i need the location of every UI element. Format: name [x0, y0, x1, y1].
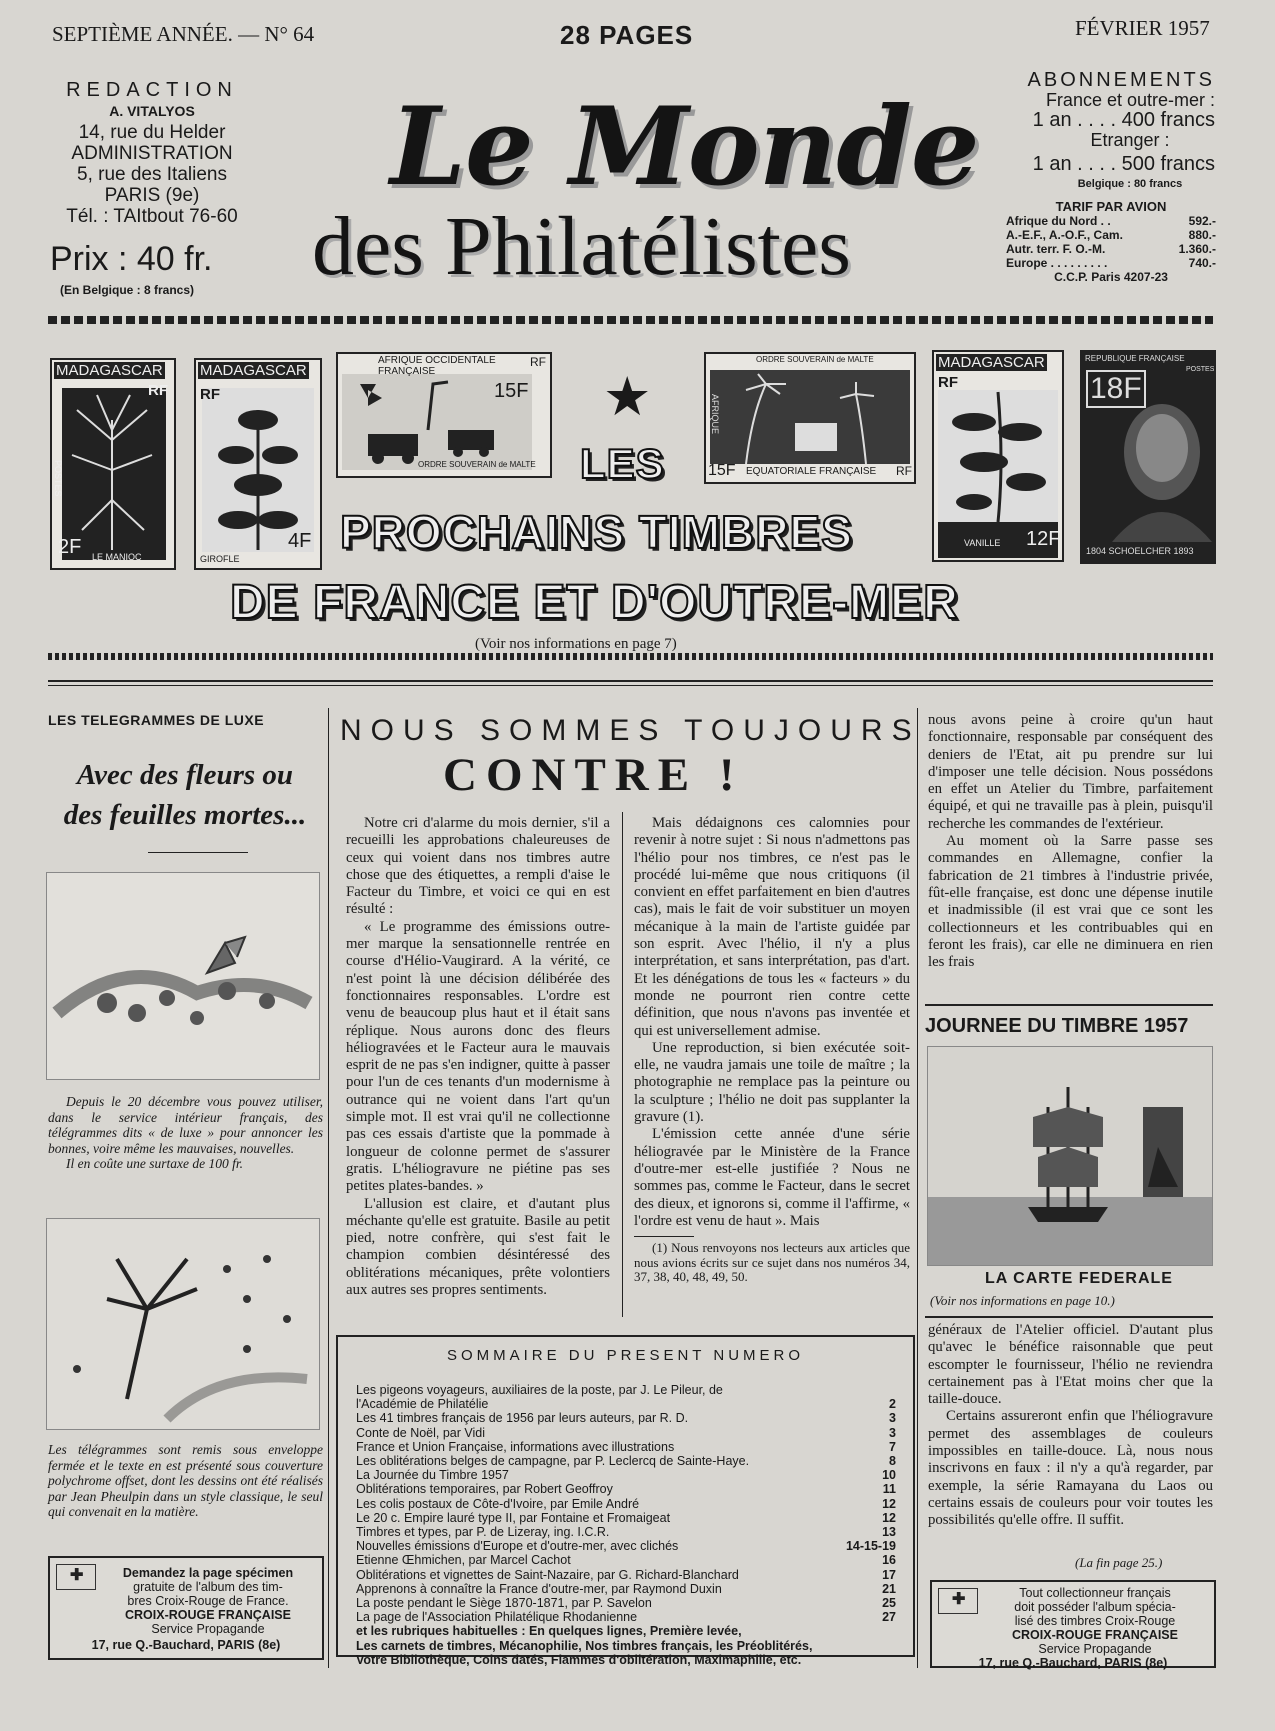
ad-line: Service Propagande	[1038, 1642, 1152, 1656]
summary-row	[356, 1639, 896, 1653]
ad-address: 17, rue Q.-Bauchard, PARIS (8e)	[978, 1656, 1168, 1670]
summary-row	[356, 1426, 896, 1440]
article-column-2	[634, 815, 910, 1285]
federal-card-image	[927, 1046, 1213, 1266]
left-kicker: LES TELEGRAMMES DE LUXE	[48, 712, 265, 728]
postal-account: C.C.P. Paris 4207-23	[1054, 270, 1168, 284]
summary-page: 25	[882, 1596, 896, 1611]
column-divider	[622, 812, 623, 1317]
foreign-label: Etranger :	[1090, 130, 1170, 150]
summary-entry: Les oblitérations belges de campagne, par P. Leclercq de Sainte-Haye.	[356, 1454, 750, 1469]
telegram-caption: Les télégrammes sont remis sous enveloppe fermée et le texte en est présenté sous couverture polychrome offset, dont les dessins ont été réalisés par Jean Pheulpin dans un style classique, le seul qui convenait en la matière.	[48, 1442, 323, 1520]
red-cross-ad-left	[48, 1556, 324, 1660]
article-column-3	[928, 712, 1213, 971]
summary-row	[356, 1610, 896, 1624]
summary-entry: Oblitérations temporaires, par Robert Geoffroy	[356, 1482, 613, 1497]
summary-page: 11	[882, 1482, 896, 1497]
summary-page: 27	[882, 1610, 896, 1625]
masthead-subtitle: des Philatélistes	[312, 200, 851, 293]
summary-row	[356, 1568, 896, 1582]
summary-row	[356, 1653, 896, 1667]
summary-entry: Les 41 timbres français de 1956 par leurs auteurs, par R. D.	[356, 1411, 689, 1426]
summary-entry: La poste pendant le Siège 1870-1871, par P. Savelon	[356, 1596, 652, 1611]
left-headline	[45, 755, 325, 835]
belgium-subscription: Belgique : 80 francs	[1077, 178, 1183, 190]
summary-page: 12	[882, 1496, 896, 1511]
stamp-manioc	[50, 358, 176, 570]
summary-row	[356, 1624, 896, 1638]
summary-page: 10	[882, 1468, 896, 1483]
ad-line: Demandez la page spécimen	[122, 1566, 294, 1580]
red-cross-flag-icon: ✚	[938, 1588, 978, 1614]
summary-page	[892, 1624, 896, 1638]
ad-line: doit posséder l'album spécia-	[1014, 1600, 1176, 1614]
stamp-value: 4F	[288, 530, 312, 552]
stamp-aof-malte	[336, 352, 552, 478]
stamp-name: GIROFLE	[200, 554, 240, 564]
summary-page	[892, 1639, 896, 1653]
summary-row	[356, 1539, 896, 1553]
stamp-value: 15F	[494, 380, 529, 402]
headline-rule	[148, 852, 248, 853]
summary-page	[892, 1653, 896, 1667]
summary-entry: Oblitérations et vignettes de Saint-Nazaire, par G. Richard-Blanchard	[356, 1567, 739, 1582]
ad-line: CROIX-ROUGE FRANÇAISE	[1012, 1628, 1178, 1642]
stamp-country: MADAGASCAR	[200, 362, 307, 379]
section-rule	[925, 1004, 1213, 1006]
footnote-rule	[634, 1236, 694, 1237]
air-rate-row: Europe . . . . . . . . . 740.-	[1006, 256, 1216, 270]
summary-row	[356, 1454, 896, 1468]
summary-box	[336, 1335, 915, 1667]
star-icon: ★	[603, 367, 652, 427]
paragraph: Au moment où la Sarre passe ses commandes en Allemagne, confier la fabrication de 21 timbres à l'industrie privée, fût-elle française, est donc une dépense inutile et inadmissible (il est vrai que ce sont les collectionneurs et les contribuables qui en feront les frais), car elle ne diminuera en rien les frais	[928, 833, 1213, 971]
summary-entry: et les rubriques habituelles : En quelques lignes, Première levée,	[356, 1624, 742, 1639]
summary-row	[356, 1468, 896, 1482]
stamp-name: 1804 SCHOELCHER 1893	[1086, 546, 1194, 556]
summary-entry: Le 20 c. Empire lauré type II, par Fontaine et Fromaigeat	[356, 1510, 671, 1525]
palm-illustration	[706, 354, 914, 482]
france-label: France et outre-mer :	[1045, 90, 1215, 110]
stamp-rf: RF	[530, 355, 546, 369]
ad-line: CROIX-ROUGE FRANÇAISE	[125, 1608, 291, 1622]
summary-page: 8	[889, 1454, 896, 1469]
column-divider	[917, 708, 918, 1668]
administration-address: 5, rue des Italiens	[77, 164, 227, 185]
summary-row	[356, 1440, 896, 1454]
ad-line: Service Propagande	[151, 1622, 265, 1636]
summary-row	[356, 1397, 896, 1411]
summary-row	[356, 1383, 896, 1397]
summary-entry: Timbres et types, par P. de Lizeray, ing. I.C.R.	[356, 1525, 610, 1540]
stamp-vanille	[932, 350, 1064, 562]
belgium-price: (En Belgique : 8 francs)	[60, 283, 195, 297]
redaction-label: REDACTION	[66, 79, 238, 101]
column-divider	[328, 708, 329, 1668]
paragraph: L'émission cette année d'une série héliogravée par le Ministère de la France d'outre-mer est-elle justifiée ? Nous ne sommes pas, comme le Facteur, dans le secret des dieux, et ignorons si, comme il l'affirme, « l'ordre est venu de haut ». Mais	[634, 1126, 910, 1229]
article-column-3b	[928, 1322, 1213, 1530]
stamp-rf: RF	[148, 382, 168, 399]
summary-row	[356, 1411, 896, 1425]
flowers-telegram-image	[46, 872, 320, 1080]
price: Prix : 40 fr.	[50, 240, 213, 278]
summary-page: 16	[882, 1553, 896, 1568]
stamp-value: 18F	[1086, 370, 1146, 408]
summary-entry: l'Académie de Philatélie	[356, 1397, 489, 1412]
ad-line: lisé des timbres Croix-Rouge	[1014, 1614, 1176, 1628]
left-headline-line: Avec des fleurs ou	[76, 759, 294, 791]
summary-page: 3	[889, 1411, 896, 1426]
dashed-rule	[48, 316, 1213, 324]
stamp-rf: RF	[896, 464, 912, 478]
summary-row	[356, 1482, 896, 1496]
telegram-caption	[48, 1094, 323, 1172]
stamp-country: AFRIQUE OCCIDENTALE FRANÇAISE	[378, 355, 496, 377]
summary-row	[356, 1525, 896, 1539]
summary-page: 17	[882, 1567, 896, 1582]
continued-note: (La fin page 25.)	[1075, 1555, 1163, 1570]
summary-entry: Conte de Noël, par Vidi	[356, 1425, 486, 1440]
summary-page: 7	[889, 1439, 896, 1454]
stamp-country: MADAGASCAR	[56, 362, 163, 379]
red-cross-flag-icon: ✚	[56, 1564, 96, 1590]
paragraph: Notre cri d'alarme du mois dernier, s'il a recueilli les approbations chaleureuses de ceux qui voient dans nos timbres autre chose que des étiquettes, a rempli d'aise le Facteur du Timbre, et voici ce qui en est résulté :	[346, 815, 610, 918]
air-rates	[1006, 200, 1216, 284]
air-rate-row: A.-E.F., A.-O.F., Cam. 880.-	[1006, 228, 1216, 242]
journee-note: (Voir nos informations en page 10.)	[930, 1293, 1115, 1308]
summary-title: SOMMAIRE DU PRESENT NUMERO	[446, 1347, 805, 1364]
issue-date: FÉVRIER 1957	[1075, 16, 1210, 40]
dotted-rule	[48, 653, 1213, 660]
summary-entry: Les colis postaux de Côte-d'Ivoire, par Emile André	[356, 1496, 640, 1511]
banner-note: (Voir nos informations en page 7)	[475, 636, 677, 652]
page-count: 28 PAGES	[560, 20, 694, 50]
masthead-title: Le Monde	[390, 84, 979, 210]
summary-page: 12	[882, 1510, 896, 1525]
summary-entry: Nouvelles émissions d'Europe et d'outre-mer, avec clichés	[356, 1539, 679, 1554]
summary-entry: Votre Bibliothèque, Coins datés, Flammes d'oblitération, Maximaphilie, etc.	[356, 1652, 802, 1667]
stamp-country: REPUBLIQUE FRANÇAISE	[1085, 354, 1185, 363]
ad-address: 17, rue Q.-Bauchard, PARIS (8e)	[91, 1638, 281, 1652]
paragraph: nous avons peine à croire qu'un haut fonctionnaire, responsable par conséquent des deniers de l'Etat, ait pu prendre sur lui d'imposer une telle décision. Nous possédons en effet un Atelier du Timbre, parfaitement équipé, et qui ne travaille pas à plein, puisqu'il recherche les commandes de l'extérieur.	[928, 712, 1213, 832]
banner-line1: LES	[580, 440, 665, 487]
stamp-girofle	[194, 358, 322, 570]
banner-line3: DE FRANCE ET D'OUTRE-MER	[230, 576, 959, 629]
summary-entry: Apprenons à connaître la France d'outre-mer, par Raymond Duxin	[356, 1581, 722, 1596]
article-kicker: NOUS SOMMES TOUJOURS	[340, 714, 921, 747]
journee-caption: LA CARTE FEDERALE	[985, 1270, 1173, 1287]
summary-page: 13	[882, 1525, 896, 1540]
paragraph: « Le programme des émissions outre-mer marque la sensationnelle rentrée en course d'Hélio-Vaugirard. A la vérité, ce n'est point là une décision délibérée des fonctionnaires responsables. L'ordre est venu de beaucoup plus haut et il était sans réplique. Nous aurons donc des fleurs héliogravées et le Facteur aura le mauvais esprit de ne pas s'en indigner, quitte à passer pour l'un de ces tenants d'un modernisme à outrance qui ne voient dans l'art qu'un simple mot. Il est vrai qu'il ne collectionne pas ces essais d'artiste que la pommade à longueur de colonne permet de s'assurer gratis. L'héliogravure ne piétine pas ses petites plates-bandes. »	[346, 918, 610, 1195]
stamp-caption: ORDRE SOUVERAIN de MALTE	[418, 460, 536, 469]
stamp-aef-malte	[704, 352, 916, 484]
summary-row	[356, 1553, 896, 1567]
summary-page: 21	[882, 1581, 896, 1596]
telephone: Tél. : TAItbout 76-60	[66, 206, 238, 227]
stamp-caption: ORDRE SOUVERAIN de MALTE	[756, 355, 874, 364]
foreign-price: 1 an . . . . 500 francs	[1032, 153, 1215, 175]
banner-line2: PROCHAINS TIMBRES	[340, 506, 853, 558]
administration-label: ADMINISTRATION	[71, 143, 233, 164]
summary-page: 2	[889, 1397, 896, 1412]
journee-title: JOURNEE DU TIMBRE 1957	[925, 1015, 1189, 1037]
summary-page: 3	[889, 1425, 896, 1440]
subscription-label: ABONNEMENTS	[1027, 69, 1215, 91]
summary-page	[892, 1383, 896, 1397]
summary-row	[356, 1497, 896, 1511]
stamp-side-label: POSTES	[53, 460, 63, 497]
section-rule	[925, 1316, 1213, 1318]
air-rate-label: TARIF PAR AVION	[1055, 199, 1167, 214]
stamp-name: VANILLE	[964, 538, 1001, 548]
summary-row	[356, 1511, 896, 1525]
stamp-name: LE MANIOC	[92, 552, 142, 562]
stamp-rf: RF	[938, 374, 958, 391]
dead-leaves-telegram-image	[46, 1218, 320, 1430]
city: PARIS (9e)	[104, 185, 200, 206]
air-rate-row: Afrique du Nord . . 592.-	[1006, 214, 1216, 228]
ad-line: bres Croix-Rouge de France.	[127, 1594, 289, 1608]
ad-line: gratuite de l'album des tim-	[133, 1580, 283, 1594]
summary-row	[356, 1582, 896, 1596]
stamp-value: 12F	[1026, 528, 1061, 550]
stamp-rf: RF	[200, 386, 220, 403]
section-rule	[48, 680, 1213, 682]
red-cross-ad-right	[930, 1580, 1216, 1668]
left-headline-line: des feuilles mortes...	[63, 799, 307, 831]
article-column-1	[346, 815, 610, 1299]
ad-line: Tout collectionneur français	[1019, 1586, 1171, 1600]
section-rule	[48, 685, 1213, 686]
editor-name: A. VITALYOS	[109, 103, 195, 119]
air-rate-row: Autr. terr. F. O.-M. 1.360.-	[1006, 242, 1216, 256]
issue-number: SEPTIÈME ANNÉE. — N° 64	[52, 22, 315, 46]
stamp-side-label: AFRIQUE	[710, 394, 720, 435]
redaction-address: 14, rue du Helder	[78, 122, 226, 143]
caption-text: Il en coûte une surtaxe de 100 fr.	[66, 1156, 243, 1172]
summary-row	[356, 1596, 896, 1610]
summary-entry: Les pigeons voyageurs, auxiliaires de la poste, par J. Le Pileur, de	[356, 1383, 723, 1397]
france-price: 1 an . . . . 400 francs	[1032, 109, 1215, 131]
summary-entry: La Journée du Timbre 1957	[356, 1468, 509, 1483]
stamp-side-label: POSTES	[1186, 366, 1215, 373]
summary-entry: Les carnets de timbres, Mécanophilie, Nos timbres français, les Préoblitérés,	[356, 1638, 813, 1653]
stamp-value: 15F	[708, 462, 736, 479]
stamp-schoelcher	[1080, 350, 1216, 564]
paragraph: Mais dédaignons ces calomnies pour revenir à notre sujet : Si nous n'admettons pas l'hélio pour nos timbres, ce n'est pas le procédé lui-même que nous critiquons (il convient en effet parfaitement en bien d'autres cas), mais le fait de voir substituer un moyen mécanique à la main de l'artiste guidée par son esprit. Avec l'hélio, il n'y a plus interprétation, et sans interprétation, pas d'art. Et les dénégations de tous les « facteurs » du monde ne pourront rien contre cette définition, que nous n'avons pas inventée et qui est universellement admise.	[634, 815, 910, 1039]
summary-list	[356, 1383, 896, 1667]
paragraph: généraux de l'Atelier officiel. D'autant plus qu'avec le bénéfice raisonnable que peut escompter le fournisseur, l'hélio ne reviendra certainement pas à l'Etat moins cher que la taille-douce.	[928, 1322, 1213, 1408]
stamp-country: EQUATORIALE FRANÇAISE	[746, 466, 877, 477]
summary-entry: La page de l'Association Philatélique Rhodanienne	[356, 1610, 638, 1625]
stamp-value: 2F	[58, 536, 82, 558]
paragraph: Une reproduction, si bien exécutée soit-elle, ne vaudra jamais une toile de maître ; la photographie ne remplace pas la peinture ou la sculpture ; l'hélio ne doit pas supplanter la gravure (1).	[634, 1039, 910, 1126]
article-headline: CONTRE !	[443, 749, 744, 801]
caption-text: Depuis le 20 décembre vous pouvez utiliser, dans le service intérieur français, des télégrammes dits « de luxe » pour annoncer les bonnes, voire même les mauvaises, nouvelles.	[48, 1094, 323, 1156]
summary-entry: France et Union Française, informations avec illustrations	[356, 1439, 675, 1454]
paragraph: L'allusion est claire, et d'autant plus méchante qu'elle est gratuite. Basile au petit pied, notre confrère, qui s'est fait le champion combien désintéressé des oblitérations mécaniques, prête volontiers aux autres ses propres sentiments.	[346, 1195, 610, 1299]
summary-entry: Etienne Œhmichen, par Marcel Cachot	[356, 1553, 571, 1568]
summary-page: 14-15-19	[845, 1539, 896, 1554]
stamp-country: MADAGASCAR	[938, 354, 1045, 371]
footnote: (1) Nous renvoyons nos lecteurs aux articles que nous avions écrits sur ce sujet dans nos numéros 34, 37, 38, 40, 48, 49, 50.	[634, 1240, 910, 1285]
paragraph: Certains assureront enfin que l'héliogravure permet des assemblages de couleurs impossibles en taille-douce. Là, nous nous inscrivons en faux : il n'y a qu'à regarder, par exemple, la série Ramayana du Laos ou certains essais de couleurs pour voir toutes les possibilités qu'elle offre. Il suffit.	[928, 1408, 1213, 1529]
subscription-block	[1005, 70, 1215, 194]
redaction-block	[52, 80, 252, 227]
